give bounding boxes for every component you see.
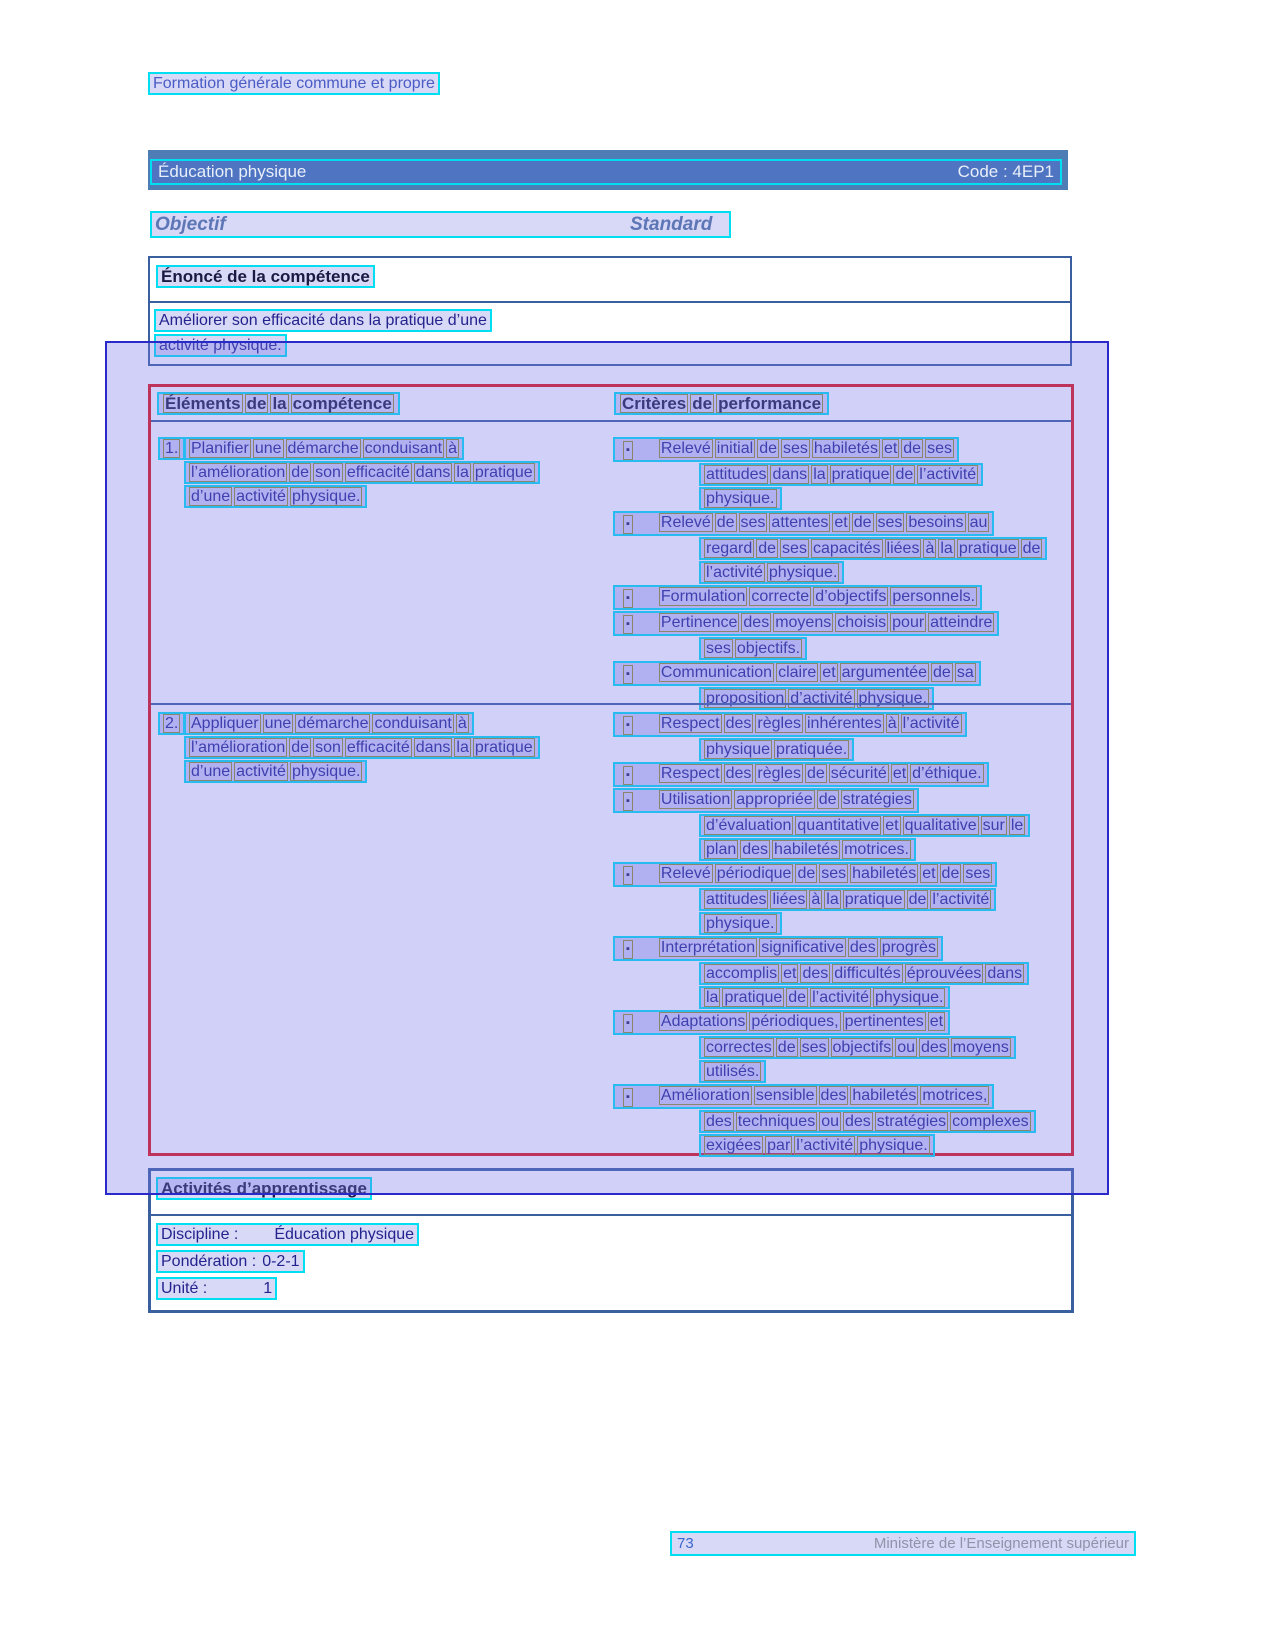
word-box: quantitative <box>797 817 880 834</box>
word-box: dans <box>987 965 1023 982</box>
unite-row <box>156 1277 277 1300</box>
word-box: efficacité <box>346 464 410 481</box>
criteria-cell <box>603 422 1071 711</box>
word-box: motrices, <box>922 1087 988 1104</box>
word-box: l’amélioration <box>191 464 286 481</box>
word-box: la <box>826 891 839 908</box>
criterion-line <box>699 986 950 1009</box>
word-box: conduisant <box>364 440 443 457</box>
word-box: périodique <box>716 865 792 882</box>
criterion-item <box>603 1010 1071 1083</box>
word-box: le <box>1010 817 1024 834</box>
criterion-item <box>603 1084 1071 1157</box>
word-box: de <box>291 739 310 756</box>
word-box: la <box>706 989 719 1006</box>
word-box: stratégies <box>842 791 912 808</box>
word-box: dans <box>415 739 451 756</box>
word-box: physique. <box>291 488 361 505</box>
header-note <box>148 72 440 95</box>
word-box: activité <box>236 488 286 505</box>
word-box: ses <box>801 1039 827 1056</box>
criterion-line <box>699 463 983 486</box>
word-box: d’activité <box>790 690 853 707</box>
word-box: compétence <box>292 394 392 413</box>
word-box: attitudes <box>706 466 767 483</box>
word-box: attitudes <box>706 891 767 908</box>
word-box: Relevé <box>660 865 711 882</box>
word-box: à <box>925 540 935 557</box>
word-box: de <box>1022 540 1041 557</box>
word-box: personnels. <box>892 588 976 605</box>
word-box: capacités <box>812 540 881 557</box>
word-box: pertinentes <box>844 1013 924 1030</box>
footer-page-number: 73 <box>677 1535 694 1552</box>
footer-ministry: Ministère de l’Enseignement supérieur <box>873 1535 1129 1552</box>
ponderation-label: Pondération : <box>161 1253 257 1270</box>
word-box: moyens <box>775 614 832 631</box>
word-box: l’activité <box>932 891 990 908</box>
word-box: de <box>759 440 777 457</box>
word-box: des <box>921 1039 947 1056</box>
word-box: difficultés <box>834 965 901 982</box>
word-box: efficacité <box>346 739 410 756</box>
criterion-item <box>603 936 1071 1009</box>
word-box: ses <box>782 540 807 557</box>
criterion-item <box>603 862 1071 935</box>
criterion-line <box>613 1010 950 1035</box>
word-box: de <box>903 440 922 457</box>
word-box: habiletés <box>852 1087 917 1104</box>
word-box: utilisés. <box>706 1063 760 1080</box>
word-box: d’une <box>191 763 231 780</box>
word-box: physique. <box>858 690 928 707</box>
word-box: d’éthique. <box>912 765 982 782</box>
word-box: techniques <box>737 1113 816 1130</box>
word-box: des <box>844 1113 871 1130</box>
word-box: sensible <box>755 1087 815 1104</box>
word-box: de <box>895 466 914 483</box>
word-box: Critères <box>622 394 687 413</box>
bullet-icon: ▪ <box>623 792 633 811</box>
word-box: son <box>315 464 341 481</box>
enonce-header: Énoncé de la compétence <box>156 265 375 288</box>
word-box: et <box>892 765 907 782</box>
standard-label: Standard <box>630 214 713 235</box>
enonce-line: Améliorer son efficacité dans la pratique d’une <box>154 309 492 332</box>
word-box: inhérentes <box>806 715 882 732</box>
word-box: besoins <box>908 514 964 531</box>
word-box: ses <box>821 865 847 882</box>
element-lines <box>184 712 603 783</box>
word-box: ses <box>706 640 731 657</box>
word-box: regard <box>706 540 753 557</box>
word-box: l’activité <box>919 466 977 483</box>
word-box: pratiquée. <box>776 741 848 758</box>
criterion-line <box>613 511 994 536</box>
ponderation-line <box>156 1250 1071 1273</box>
criterion-line <box>699 561 844 584</box>
criterion-line <box>613 788 919 813</box>
word-box: la <box>940 540 953 557</box>
word-box: de <box>908 891 927 908</box>
criterion-item <box>603 788 1071 861</box>
discipline-label: Discipline : <box>161 1226 239 1243</box>
word-box: des <box>742 841 769 858</box>
word-box: et <box>883 440 898 457</box>
word-box: d’une <box>191 488 231 505</box>
word-box: et <box>822 664 836 681</box>
word-box: une <box>264 715 292 732</box>
criterion-line <box>613 762 989 787</box>
word-box: motrices. <box>844 841 909 858</box>
criterion-line <box>613 437 959 462</box>
word-box: significative <box>761 939 844 956</box>
word-box: proposition <box>706 690 785 707</box>
word-box: physique <box>706 741 771 758</box>
table-body <box>151 422 1071 1154</box>
word-box: éprouvées <box>906 965 982 982</box>
word-box: la <box>272 394 287 413</box>
word-box: démarche <box>287 440 359 457</box>
word-box: physique. <box>768 564 838 581</box>
criterion-line <box>699 1060 766 1083</box>
word-box: dans <box>415 464 451 481</box>
bullet-icon: ▪ <box>623 1014 633 1033</box>
criterion-item <box>603 611 1071 660</box>
word-box: l’activité <box>706 564 763 581</box>
criterion-line <box>699 838 916 861</box>
objectif-label: Objectif <box>155 214 226 235</box>
word-box: objectifs <box>832 1039 892 1056</box>
bullet-icon: ▪ <box>623 589 633 608</box>
word-box: objectifs. <box>736 640 801 657</box>
word-box: ou <box>897 1039 915 1056</box>
bullet-icon: ▪ <box>623 1088 633 1107</box>
word-box: ses <box>965 865 991 882</box>
word-box: accomplis <box>706 965 778 982</box>
word-box: des <box>820 1087 847 1104</box>
table-header-row <box>151 387 1071 422</box>
criterion-line <box>699 487 782 510</box>
title-bar-highlight <box>150 159 1062 185</box>
word-box: Formulation <box>660 588 746 605</box>
word-box: et <box>922 865 936 882</box>
word-box: la <box>456 464 469 481</box>
text-line <box>184 437 464 460</box>
criterion-line <box>699 637 807 660</box>
word-box: Communication <box>660 664 773 681</box>
word-box: exigées <box>706 1137 762 1154</box>
word-box: de <box>246 394 267 413</box>
word-box: 2. <box>165 715 179 732</box>
word-box: ses <box>740 514 766 531</box>
word-box: liées <box>886 540 920 557</box>
footer-row <box>670 1531 1136 1556</box>
word-box: pratique <box>958 540 1017 557</box>
word-box: Interprétation <box>660 939 756 956</box>
word-box: sa <box>956 664 974 681</box>
bullet-icon: ▪ <box>623 515 633 534</box>
document-code: Code : 4EP1 <box>957 162 1054 181</box>
bullet-icon: ▪ <box>623 716 633 735</box>
criterion-line <box>699 1110 1036 1133</box>
competence-table <box>148 384 1074 1156</box>
word-box: pratique <box>474 464 533 481</box>
word-box: de <box>788 989 807 1006</box>
activites-header-row <box>151 1171 1071 1216</box>
word-box: pratique <box>474 739 533 756</box>
criterion-line <box>699 814 1030 837</box>
word-box: de <box>806 765 825 782</box>
text-line <box>184 712 474 735</box>
word-box: plan <box>706 841 737 858</box>
criterion-line <box>699 912 782 935</box>
bullet-icon: ▪ <box>623 866 633 885</box>
word-box: l’activité <box>796 1137 854 1154</box>
word-box: démarche <box>297 715 369 732</box>
bullet-icon: ▪ <box>623 766 633 785</box>
discipline-row <box>156 1223 419 1246</box>
word-box: de <box>941 865 960 882</box>
ponderation-row <box>156 1250 305 1273</box>
word-box: à <box>887 715 897 732</box>
unite-label: Unité : <box>161 1280 208 1297</box>
word-box: l’activité <box>902 715 960 732</box>
text-line <box>184 760 367 783</box>
element-row <box>151 422 1071 707</box>
word-box: la <box>456 739 469 756</box>
word-box: correctes <box>706 1039 772 1056</box>
word-box: de <box>758 540 777 557</box>
header-note-text: Formation générale commune et propre <box>153 75 435 92</box>
criterion-line <box>699 537 1047 560</box>
criterion-item <box>603 762 1071 787</box>
criterion-line <box>613 585 982 610</box>
word-box: Éléments <box>165 394 241 413</box>
word-box: moyens <box>952 1039 1009 1056</box>
text-line <box>184 736 540 759</box>
word-box: la <box>813 466 826 483</box>
word-box: des <box>725 715 752 732</box>
word-box: complexes <box>952 1113 1029 1130</box>
word-box: sur <box>982 817 1005 834</box>
discipline-value: Éducation physique <box>274 1226 415 1243</box>
bullet-icon: ▪ <box>623 940 633 959</box>
word-box: performance <box>718 394 822 413</box>
activites-header: Activités d’apprentissage <box>156 1177 372 1200</box>
word-box: règles <box>757 715 801 732</box>
criterion-line <box>699 738 854 761</box>
word-box: ses <box>782 440 808 457</box>
criterion-item <box>603 437 1071 510</box>
word-box: physique. <box>874 989 944 1006</box>
element-row <box>151 703 1071 1154</box>
criterion-line <box>613 611 999 636</box>
activites-box <box>148 1168 1074 1313</box>
word-box: et <box>834 514 848 531</box>
word-box: et <box>929 1013 944 1030</box>
text-line <box>184 461 540 484</box>
criterion-line <box>613 936 943 961</box>
criterion-line <box>699 888 996 911</box>
word-box: Relevé <box>660 514 711 531</box>
word-box: attentes <box>771 514 829 531</box>
word-box: par <box>767 1137 791 1154</box>
criterion-line <box>613 862 997 887</box>
element-number <box>158 712 185 735</box>
bullet-icon: ▪ <box>623 615 633 634</box>
word-box: activité <box>236 763 286 780</box>
activites-content <box>151 1216 1071 1300</box>
word-box: et <box>885 817 899 834</box>
word-box: atteindre <box>930 614 993 631</box>
word-box: périodiques, <box>751 1013 839 1030</box>
word-box: d’évaluation <box>706 817 792 834</box>
element-number <box>158 437 185 460</box>
word-box: pour <box>892 614 925 631</box>
col1-header <box>157 392 400 415</box>
word-box: sécurité <box>830 765 887 782</box>
word-box: Respect <box>660 765 720 782</box>
word-box: initial <box>716 440 754 457</box>
discipline-line <box>156 1223 1071 1246</box>
word-box: habiletés <box>852 865 917 882</box>
word-box: au <box>969 514 988 531</box>
word-box: Amélioration <box>660 1087 750 1104</box>
word-box: physique. <box>291 763 361 780</box>
word-box: Relevé <box>660 440 711 457</box>
criterion-line <box>699 1036 1016 1059</box>
word-box: des <box>743 614 770 631</box>
word-box: Utilisation <box>660 791 731 808</box>
word-box: liées <box>772 891 806 908</box>
element-cell <box>151 422 603 509</box>
word-box: pratique <box>831 466 890 483</box>
word-box: de <box>692 394 713 413</box>
word-box: habiletés <box>813 440 878 457</box>
word-box: Adaptations <box>660 1013 746 1030</box>
criterion-line <box>613 712 967 737</box>
criterion-line <box>699 962 1029 985</box>
col2-header <box>614 392 829 415</box>
word-box: d’objectifs <box>815 588 887 605</box>
document-title: Éducation physique <box>158 162 307 181</box>
word-box: physique. <box>706 915 775 932</box>
word-box: règles <box>757 765 801 782</box>
ponderation-value: 0-2-1 <box>262 1253 300 1270</box>
word-box: correcte <box>751 588 810 605</box>
word-box: argumentée <box>841 664 928 681</box>
word-box: de <box>291 464 310 481</box>
word-box: des <box>725 765 752 782</box>
word-box: stratégies <box>876 1113 947 1130</box>
word-box: ses <box>877 514 903 531</box>
word-box: Appliquer <box>191 715 259 732</box>
word-box: de <box>777 1039 796 1056</box>
bullet-icon: ▪ <box>623 665 633 684</box>
objectif-standard-row <box>150 211 731 238</box>
word-box: et <box>783 965 797 982</box>
title-bar <box>148 150 1068 190</box>
word-box: pratique <box>844 891 903 908</box>
word-box: des <box>802 965 829 982</box>
word-box: une <box>254 440 282 457</box>
word-box: Respect <box>660 715 720 732</box>
enonce-content <box>150 303 1070 357</box>
word-box: des <box>849 939 876 956</box>
word-box: appropriée <box>736 791 813 808</box>
criteria-cell <box>603 705 1071 1158</box>
word-box: son <box>315 739 341 756</box>
criterion-line <box>613 1084 994 1109</box>
word-box: habiletés <box>774 841 839 858</box>
word-box: qualitative <box>904 817 977 834</box>
word-box: à <box>448 440 457 457</box>
word-box: l’amélioration <box>191 739 286 756</box>
word-box: 1. <box>165 440 179 457</box>
word-box: de <box>933 664 951 681</box>
criterion-item <box>603 511 1071 584</box>
word-box: choisis <box>837 614 887 631</box>
enonce-header-row <box>150 258 1070 303</box>
word-box: de <box>853 514 872 531</box>
word-box: ses <box>927 440 952 457</box>
word-box: conduisant <box>374 715 452 732</box>
word-box: Pertinence <box>660 614 738 631</box>
word-box: physique. <box>859 1137 928 1154</box>
bullet-icon: ▪ <box>623 441 633 460</box>
element-lines <box>184 437 603 508</box>
enonce-box <box>148 256 1072 366</box>
text-line <box>184 485 367 508</box>
word-box: de <box>818 791 837 808</box>
criterion-line <box>699 1134 935 1157</box>
word-box: physique. <box>706 490 775 507</box>
word-box: ou <box>821 1113 839 1130</box>
word-box: Planifier <box>191 440 249 457</box>
word-box: à <box>811 891 821 908</box>
unite-value: 1 <box>263 1280 273 1297</box>
word-box: l’activité <box>812 989 869 1006</box>
element-cell <box>151 705 603 784</box>
word-box: dans <box>772 466 808 483</box>
word-box: progrès <box>881 939 936 956</box>
enonce-line: activité physique. <box>154 334 287 357</box>
criterion-item <box>603 585 1071 610</box>
word-box: claire <box>778 664 817 681</box>
word-box: des <box>706 1113 732 1130</box>
unite-line <box>156 1277 1071 1300</box>
criterion-item <box>603 712 1071 761</box>
word-box: à <box>457 715 467 732</box>
criterion-line <box>613 661 981 686</box>
word-box: de <box>797 865 816 882</box>
word-box: de <box>716 514 735 531</box>
word-box: pratique <box>724 989 783 1006</box>
